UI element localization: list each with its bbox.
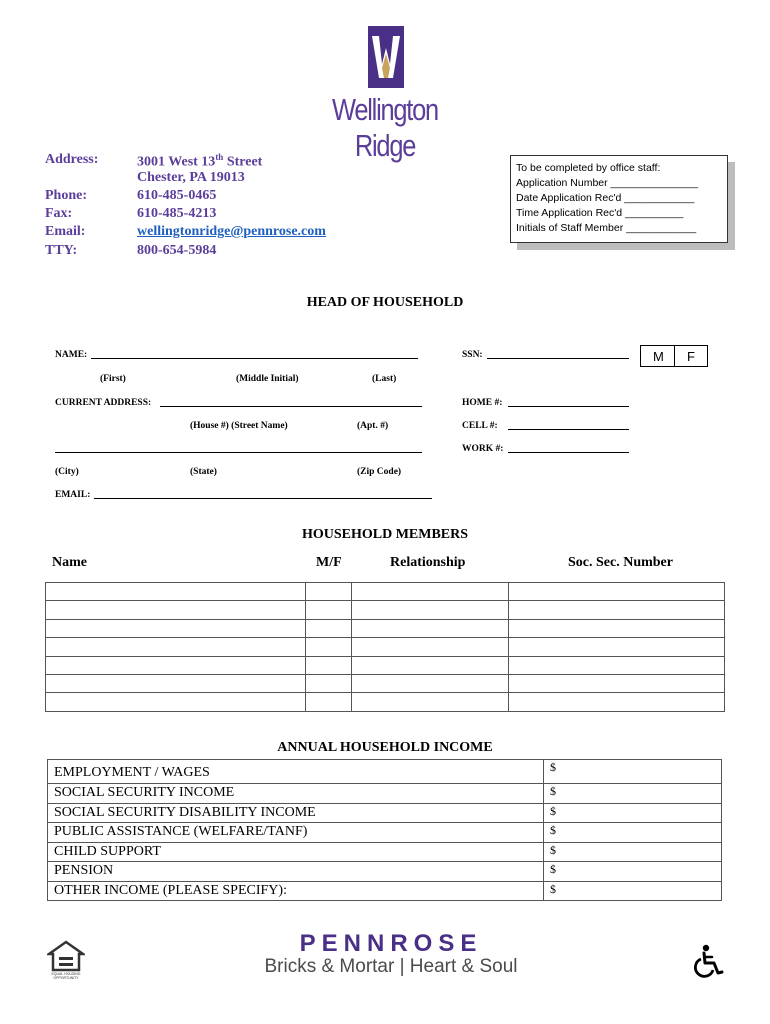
income-row <box>48 784 722 804</box>
email-value[interactable] <box>137 224 326 240</box>
pennrose-tagline: Bricks & Mortar | Heart & Soul <box>264 956 518 977</box>
member-ssn-cell[interactable] <box>509 693 725 711</box>
name-label: NAME: <box>55 350 88 360</box>
member-name-cell[interactable] <box>46 601 306 619</box>
income-label: EMPLOYMENT / WAGES <box>48 760 544 784</box>
member-name-cell[interactable] <box>46 619 306 637</box>
head-of-household-title: HEAD OF HOUSEHOLD <box>306 295 464 310</box>
member-relationship-cell[interactable] <box>351 674 509 692</box>
income-amount[interactable]: $ <box>544 842 722 862</box>
member-mf-cell[interactable] <box>305 638 351 656</box>
sex-m-option[interactable]: M <box>653 349 664 364</box>
table-row <box>46 674 725 692</box>
table-row <box>46 583 725 601</box>
wellington-ridge-logo <box>300 26 470 163</box>
staff-application-number: Application Number _______________ <box>516 177 699 189</box>
fax-label: Fax: <box>45 206 73 221</box>
member-ssn-cell[interactable] <box>509 638 725 656</box>
household-members-table <box>45 582 725 712</box>
logo-name: Wellington Ridge <box>332 92 438 163</box>
name-field[interactable] <box>91 350 418 359</box>
staff-time-received: Time Application Rec'd __________ <box>516 207 684 219</box>
pennrose-name: PENNROSE <box>299 930 483 957</box>
member-relationship-cell[interactable] <box>351 583 509 601</box>
apt-label: (Apt. #) <box>357 421 389 431</box>
last-label: (Last) <box>372 374 397 384</box>
col-mf-header: M/F <box>316 555 342 570</box>
table-row <box>46 693 725 711</box>
staff-initials: Initials of Staff Member ____________ <box>516 222 697 234</box>
home-phone-field[interactable] <box>508 398 629 407</box>
member-name-cell[interactable] <box>46 656 306 674</box>
member-ssn-cell[interactable] <box>509 656 725 674</box>
table-row <box>46 656 725 674</box>
staff-box-title: To be completed by office staff: <box>516 162 661 174</box>
member-relationship-cell[interactable] <box>351 638 509 656</box>
city-state-zip-field[interactable] <box>55 444 422 453</box>
email-link[interactable]: wellingtonridge@pennrose.com <box>137 224 326 239</box>
work-phone-label: WORK #: <box>462 444 504 454</box>
home-phone-label: HOME #: <box>462 398 503 408</box>
address-line2: Chester, PA 19013 <box>137 170 245 185</box>
member-mf-cell[interactable] <box>305 656 351 674</box>
member-mf-cell[interactable] <box>305 619 351 637</box>
col-name-header: Name <box>52 555 87 570</box>
current-address-label: CURRENT ADDRESS: <box>55 398 152 408</box>
cell-phone-field[interactable] <box>508 421 629 430</box>
sex-divider <box>674 346 675 366</box>
income-amount[interactable]: $ <box>544 881 722 901</box>
table-row <box>46 638 725 656</box>
middle-initial-label: (Middle Initial) <box>236 374 299 384</box>
accessibility-icon <box>692 944 726 978</box>
income-label: PUBLIC ASSISTANCE (WELFARE/TANF) <box>48 823 544 843</box>
income-amount[interactable]: $ <box>544 803 722 823</box>
state-label: (State) <box>190 467 217 477</box>
equal-housing-text: EQUAL HOUSING OPPORTUNITY <box>51 972 81 980</box>
income-row <box>48 881 722 901</box>
member-ssn-cell[interactable] <box>509 674 725 692</box>
member-mf-cell[interactable] <box>305 693 351 711</box>
work-phone-field[interactable] <box>508 444 629 453</box>
city-label: (City) <box>55 467 79 477</box>
phone-value: 610-485-0465 <box>137 188 217 203</box>
member-ssn-cell[interactable] <box>509 601 725 619</box>
house-street-label: (House #) (Street Name) <box>190 421 288 431</box>
member-name-cell[interactable] <box>46 693 306 711</box>
table-row <box>46 619 725 637</box>
office-staff-box <box>510 155 728 243</box>
address-label: Address: <box>45 152 99 167</box>
member-mf-cell[interactable] <box>305 674 351 692</box>
member-relationship-cell[interactable] <box>351 619 509 637</box>
email-label: Email: <box>45 224 86 239</box>
member-ssn-cell[interactable] <box>509 619 725 637</box>
annual-income-title: ANNUAL HOUSEHOLD INCOME <box>277 740 493 755</box>
tty-value: 800-654-5984 <box>137 243 217 258</box>
income-row <box>48 862 722 882</box>
household-members-title: HOUSEHOLD MEMBERS <box>301 527 469 542</box>
income-amount[interactable]: $ <box>544 784 722 804</box>
wheelchair-icon <box>692 944 726 978</box>
income-row <box>48 823 722 843</box>
ssn-field[interactable] <box>487 350 629 359</box>
income-row <box>48 760 722 784</box>
income-row <box>48 842 722 862</box>
sex-selector[interactable] <box>640 345 708 367</box>
phone-label: Phone: <box>45 188 87 203</box>
ssn-label: SSN: <box>462 350 483 360</box>
member-name-cell[interactable] <box>46 674 306 692</box>
cell-phone-label: CELL #: <box>462 421 498 431</box>
col-ssn-header: Soc. Sec. Number <box>568 555 673 570</box>
staff-date-received: Date Application Rec'd ____________ <box>516 192 695 204</box>
income-row <box>48 803 722 823</box>
member-relationship-cell[interactable] <box>351 601 509 619</box>
income-amount[interactable]: $ <box>544 823 722 843</box>
table-row <box>46 601 725 619</box>
fax-value: 610-485-4213 <box>137 206 217 221</box>
income-label: OTHER INCOME (PLEASE SPECIFY): <box>48 881 544 901</box>
pennrose-logo <box>246 930 536 978</box>
address-line1: 3001 West 13th Street <box>137 152 263 170</box>
income-label: SOCIAL SECURITY DISABILITY INCOME <box>48 803 544 823</box>
income-label: SOCIAL SECURITY INCOME <box>48 784 544 804</box>
current-address-field[interactable] <box>160 398 422 407</box>
income-label: PENSION <box>48 862 544 882</box>
member-name-cell[interactable] <box>46 638 306 656</box>
equal-housing-icon <box>47 940 85 982</box>
member-relationship-cell[interactable] <box>351 693 509 711</box>
zip-label: (Zip Code) <box>357 467 402 477</box>
income-label: CHILD SUPPORT <box>48 842 544 862</box>
member-name-cell[interactable] <box>46 583 306 601</box>
first-label: (First) <box>100 374 126 384</box>
tty-label: TTY: <box>45 243 78 258</box>
member-mf-cell[interactable] <box>305 583 351 601</box>
hoh-email-label: EMAIL: <box>55 490 91 500</box>
income-table <box>47 759 722 901</box>
income-amount[interactable]: $ <box>544 760 722 784</box>
member-relationship-cell[interactable] <box>351 656 509 674</box>
member-mf-cell[interactable] <box>305 601 351 619</box>
w-mark-icon <box>368 26 404 88</box>
sex-f-option[interactable]: F <box>687 349 695 364</box>
income-amount[interactable]: $ <box>544 862 722 882</box>
col-relationship-header: Relationship <box>390 555 466 570</box>
member-ssn-cell[interactable] <box>509 583 725 601</box>
hoh-email-field[interactable] <box>94 490 432 499</box>
